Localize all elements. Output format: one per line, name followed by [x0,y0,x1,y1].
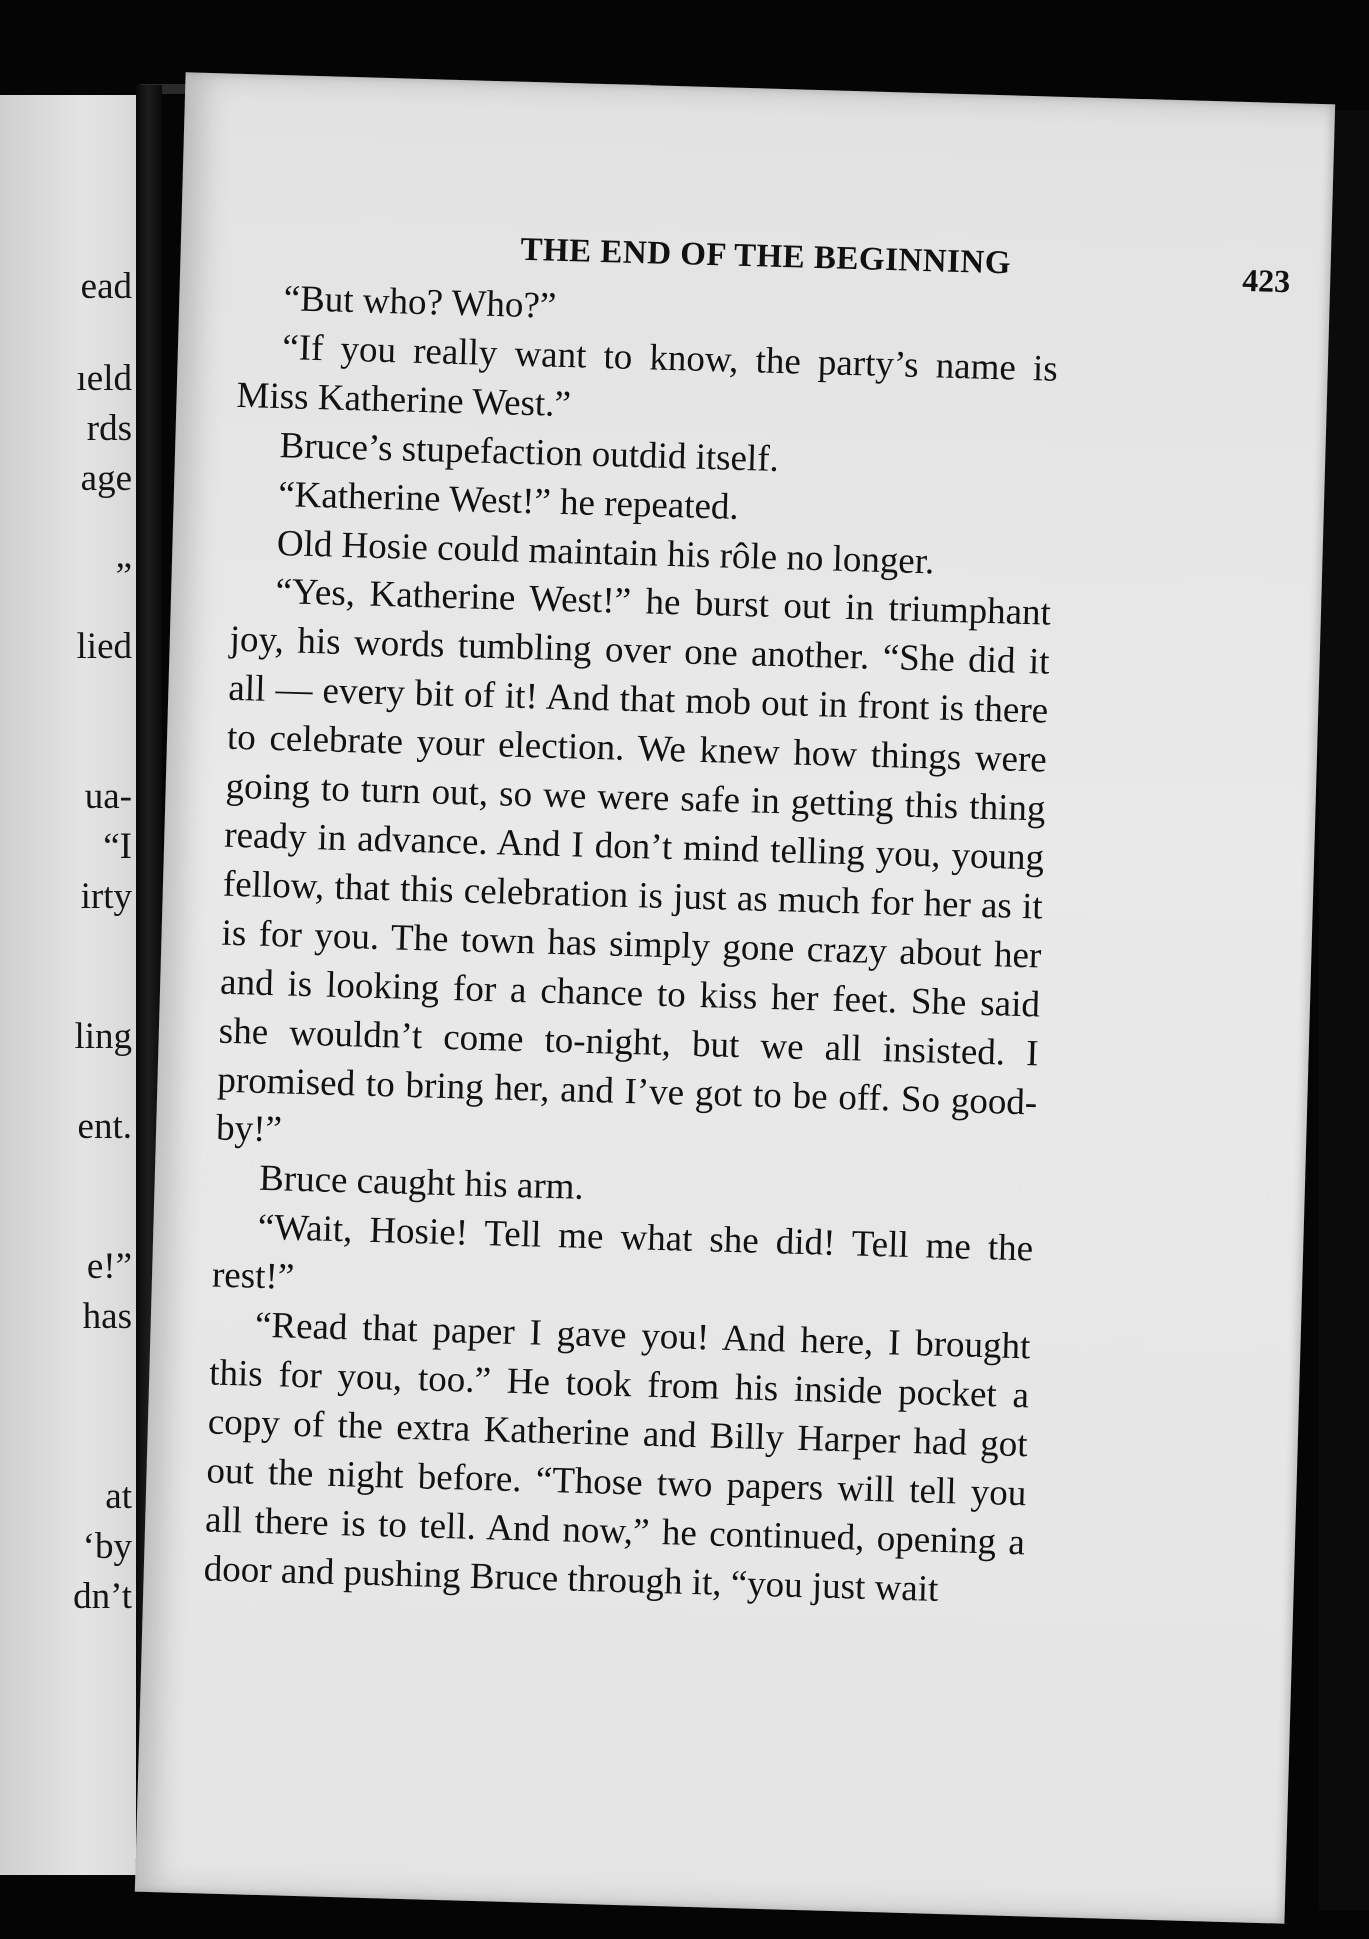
left-page-line: ıeld [76,358,132,399]
paragraph: “Yes, Katherine West!” he burst out in triumphant joy, his words tumbling over one another. “She did it all — every bit of it! And that mob out in front is there to celebrate your election. We knew how things were going to turn out, so we were safe in getting this thing ready in advance. And I don’t mind telling you, young fellow, that this celebration is just as much for her as it is for you. The town has simply gone crazy about her and is looking for a chance to kiss her feet. She said she wouldn’t come to-night, but we all insisted. I promised to bring her, and I’ve got to be off. So good-by!” [215,571,1052,1151]
paragraph: “Read that paper I gave you! And here, I brought this for you, too.” He took from his inside pocket a copy of the extra Katherine and Billy Harper had got out the night before. “Those two papers will tell you all there is to tell. And now,” he continued, opening a door and pushing Bruce through it, “you just wait [203,1304,1031,1610]
running-head: THE END OF THE BEGINNING [519,231,1012,282]
left-page-line: rds [86,408,132,449]
left-page-line: at [105,1476,132,1517]
left-page-line: age [80,458,132,499]
left-page [0,95,138,1875]
left-page-line: ua- [84,776,132,817]
right-page [135,72,1335,1923]
page-number: 423 [1241,261,1291,300]
left-page-line: dn’t [73,1576,132,1617]
left-page-line: ” [115,556,132,597]
paragraph: Bruce caught his arm. [258,1158,585,1209]
right-page-container [160,88,1330,1928]
left-page-line: ling [74,1016,132,1057]
left-page-line: has [82,1296,132,1337]
paragraph: “If you really want to know, the party’s name is Miss Katherine West.” [236,327,1059,425]
body-text [203,274,1060,1617]
paragraph: Old Hosie could maintain his rôle no longer. [276,522,935,582]
paragraph: “But who? Who?” [283,278,557,327]
left-page-line: ‘by [82,1526,132,1567]
left-page-line: e!” [86,1246,132,1287]
paragraph: Bruce’s stupefaction outdid itself. [279,424,780,480]
paragraph: “Wait, Hosie! Tell me what she did! Tell me the rest!” [211,1206,1034,1298]
left-page-line: ent. [77,1106,132,1147]
left-page-line: “I [103,826,132,867]
left-page-line: lied [76,626,132,667]
left-page-line: ead [80,266,132,307]
left-page-line: irty [80,876,132,917]
paragraph: “Katherine West!” he repeated. [277,473,740,528]
